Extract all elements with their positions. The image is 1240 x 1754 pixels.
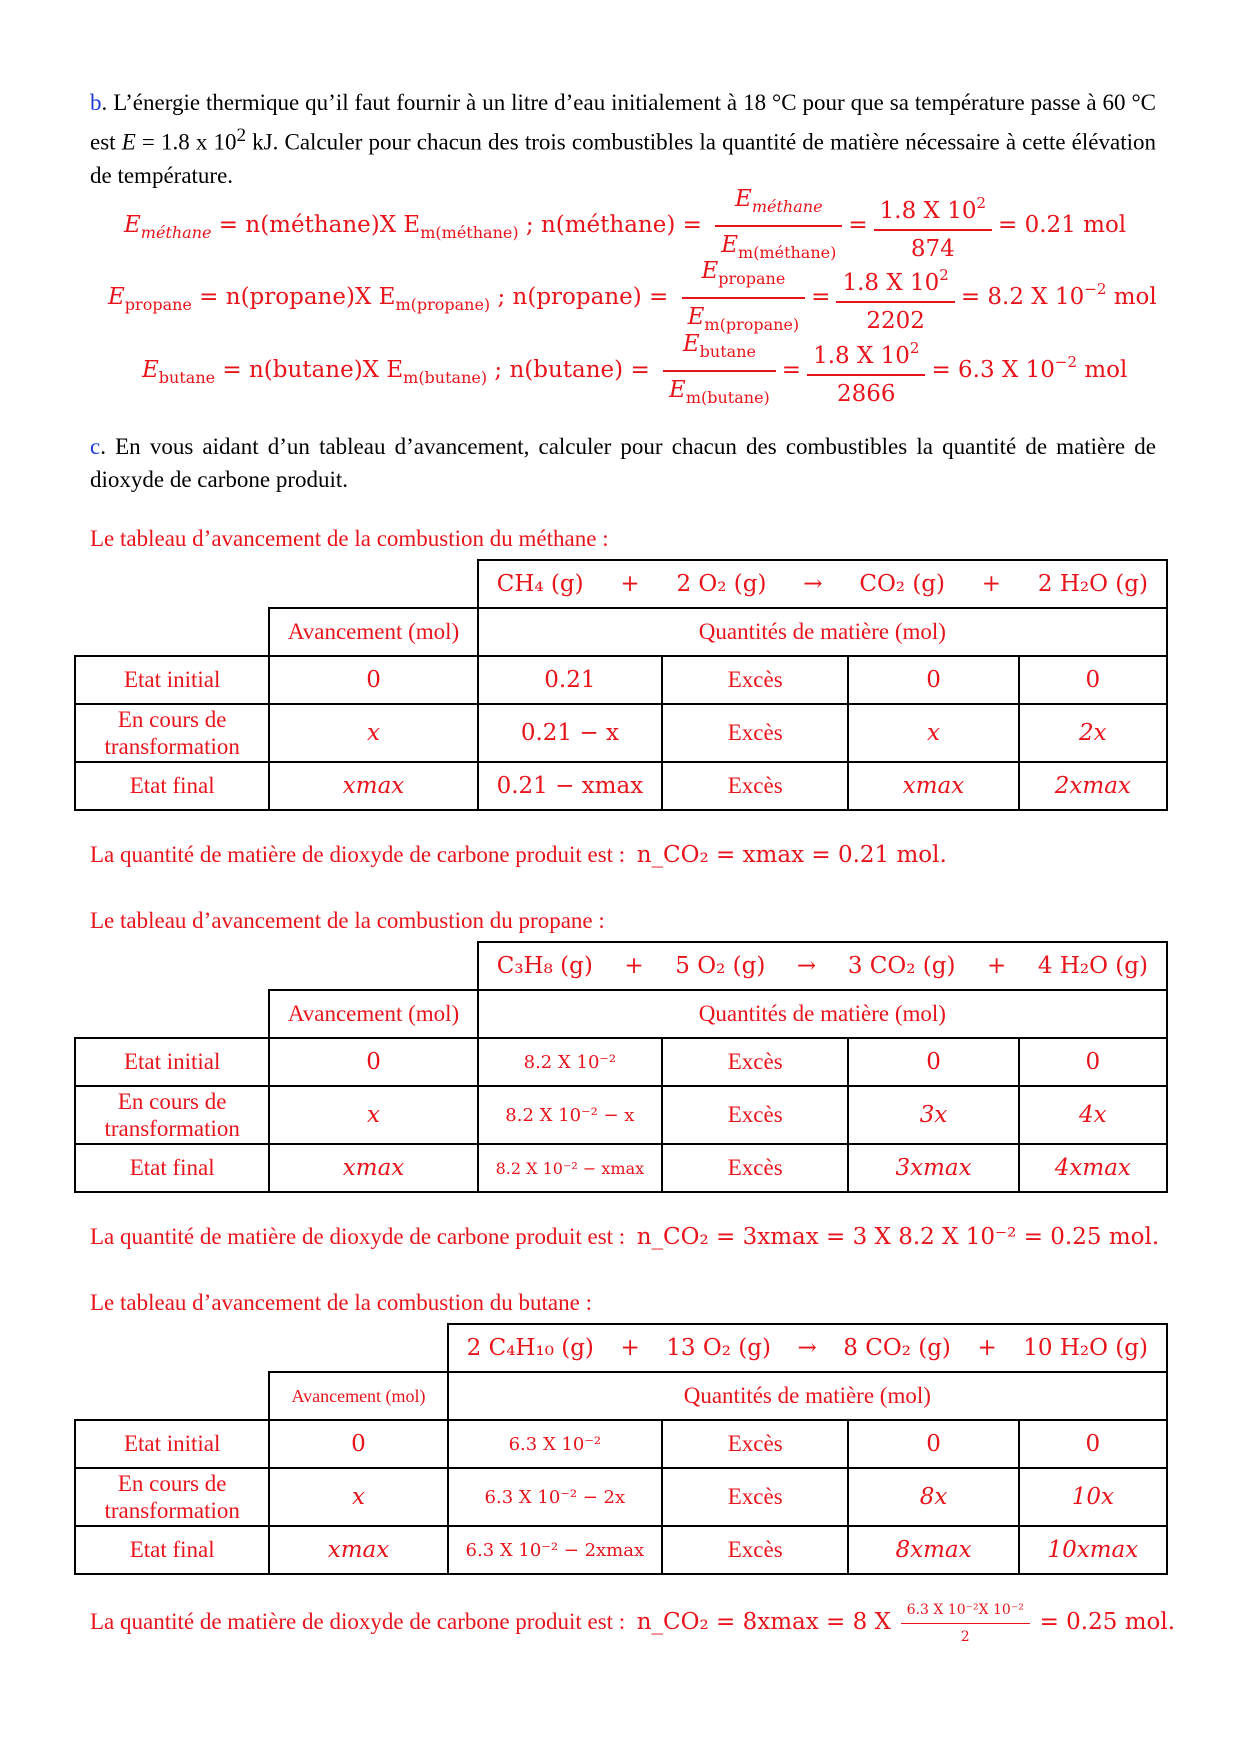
conclusion-butane: La quantité de matière de dioxyde de carbone produit est : n_CO₂ = 8xmax = 8 X $\frac{\text{6.3 X 10⁻²X 10⁻²}}{2}$ = 0.25 mol. <box>90 1602 1176 1645</box>
table-methane-heading: Le tableau d’avancement de la combustion du méthane : <box>90 526 609 551</box>
table-row: En cours de transformation x 8.2 X 10⁻² − x Excès 3x 4x <box>75 1086 1167 1144</box>
conclusion-methane: La quantité de matière de dioxyde de carbone produit est : n_CO₂ = xmax = 0.21 mol. <box>90 842 947 868</box>
question-b-exponent: 2 <box>236 125 247 146</box>
table-row: Etat initial 0 6.3 X 10⁻² Excès 0 0 <box>75 1420 1167 1468</box>
table-propane <box>74 941 1168 1193</box>
question-c-letter: c <box>90 434 101 459</box>
avancement-header: Avancement (mol) <box>269 990 477 1038</box>
equation-propane: $E_{propane}$ = n(propane)X $E_{m(propane)}$ ; n(propane) = $\frac{E_{propane}}{E_{m(propane)}}$ = $\frac{1.8 X 10^2}{2202}$ = 8.2 X $10^{-2}$ mol <box>108 258 1157 334</box>
table-row: Etat final xmax 8.2 X 10⁻² − xmax Excès 3xmax 4xmax <box>75 1144 1167 1192</box>
table-row: Etat final xmax 6.3 X 10⁻² − 2xmax Excès 8xmax 10xmax <box>75 1526 1167 1574</box>
table-methane <box>74 559 1168 811</box>
question-c-text: . En vous aidant d’un tableau d’avancement, calculer pour chacun des combustibles la quantité de matière de dioxyde de carbone produit. <box>90 434 1156 492</box>
table-row: Etat initial 0 0.21 Excès 0 0 <box>75 656 1167 704</box>
avancement-header: Avancement (mol) <box>269 1372 447 1420</box>
table-row: Etat initial 0 8.2 X 10⁻² Excès 0 0 <box>75 1038 1167 1086</box>
quantites-header: Quantités de matière (mol) <box>478 608 1167 656</box>
question-b-text-2: = 1.8 x 10 <box>135 129 237 155</box>
question-b-text-1: . L’énergie thermique qu’il faut fournir à un litre d’eau initialement à 18 °C pour que sa température passe à 60 °C est <box>90 90 1156 155</box>
table-row: En cours de transformation x 0.21 − x Excès x 2x <box>75 704 1167 762</box>
conclusion-propane: La quantité de matière de dioxyde de carbone produit est : n_CO₂ = 3xmax = 3 X 8.2 X 10⁻² = 0.25 mol. <box>90 1224 1160 1250</box>
table-row: En cours de transformation x 6.3 X 10⁻² − 2x Excès 8x 10x <box>75 1468 1167 1526</box>
energy-symbol: E <box>121 129 136 155</box>
quantites-header: Quantités de matière (mol) <box>478 990 1167 1038</box>
reaction-equation: C₃H₈ (g) + 5 O₂ (g) → 3 CO₂ (g) + 4 H₂O (g) <box>478 942 1167 990</box>
question-b-letter: b <box>90 90 102 115</box>
table-row: Etat final xmax 0.21 − xmax Excès xmax 2xmax <box>75 762 1167 810</box>
equation-methane: $E_{méthane}$ = n(méthane)X $E_{m(méthane)}$ ; n(méthane) = $\frac{E_{méthane}}{E_{m(méthane)}}$ = $\frac{1.8 X 10^2}{874}$ = 0.21 mol <box>124 186 1127 262</box>
table-butane <box>74 1323 1168 1575</box>
question-b-text-3: kJ. Calculer pour chacun des trois combustibles la quantité de matière nécessaire à cette élévation de température. <box>90 129 1156 188</box>
avancement-header: Avancement (mol) <box>269 608 477 656</box>
question-c <box>90 430 1156 496</box>
quantites-header: Quantités de matière (mol) <box>448 1372 1167 1420</box>
question-b <box>90 86 1156 192</box>
table-butane-heading: Le tableau d’avancement de la combustion du butane : <box>90 1290 592 1315</box>
equation-butane: $E_{butane} = n(butane)X$ $E_{m(butane)}$ ; n(butane) = $\frac{E_{butane}}{E_{m(butane)}}$ = $\frac{1.8 X 10^2}{2866}$ = 6.3 X $10^{-2}$ mol <box>142 331 1128 407</box>
reaction-equation: 2 C₄H₁₀ (g) + 13 O₂ (g) → 8 CO₂ (g) + 10 H₂O (g) <box>448 1324 1167 1372</box>
table-propane-heading: Le tableau d’avancement de la combustion du propane : <box>90 908 605 933</box>
reaction-equation: CH₄ (g) + 2 O₂ (g) → CO₂ (g) + 2 H₂O (g) <box>478 560 1167 608</box>
